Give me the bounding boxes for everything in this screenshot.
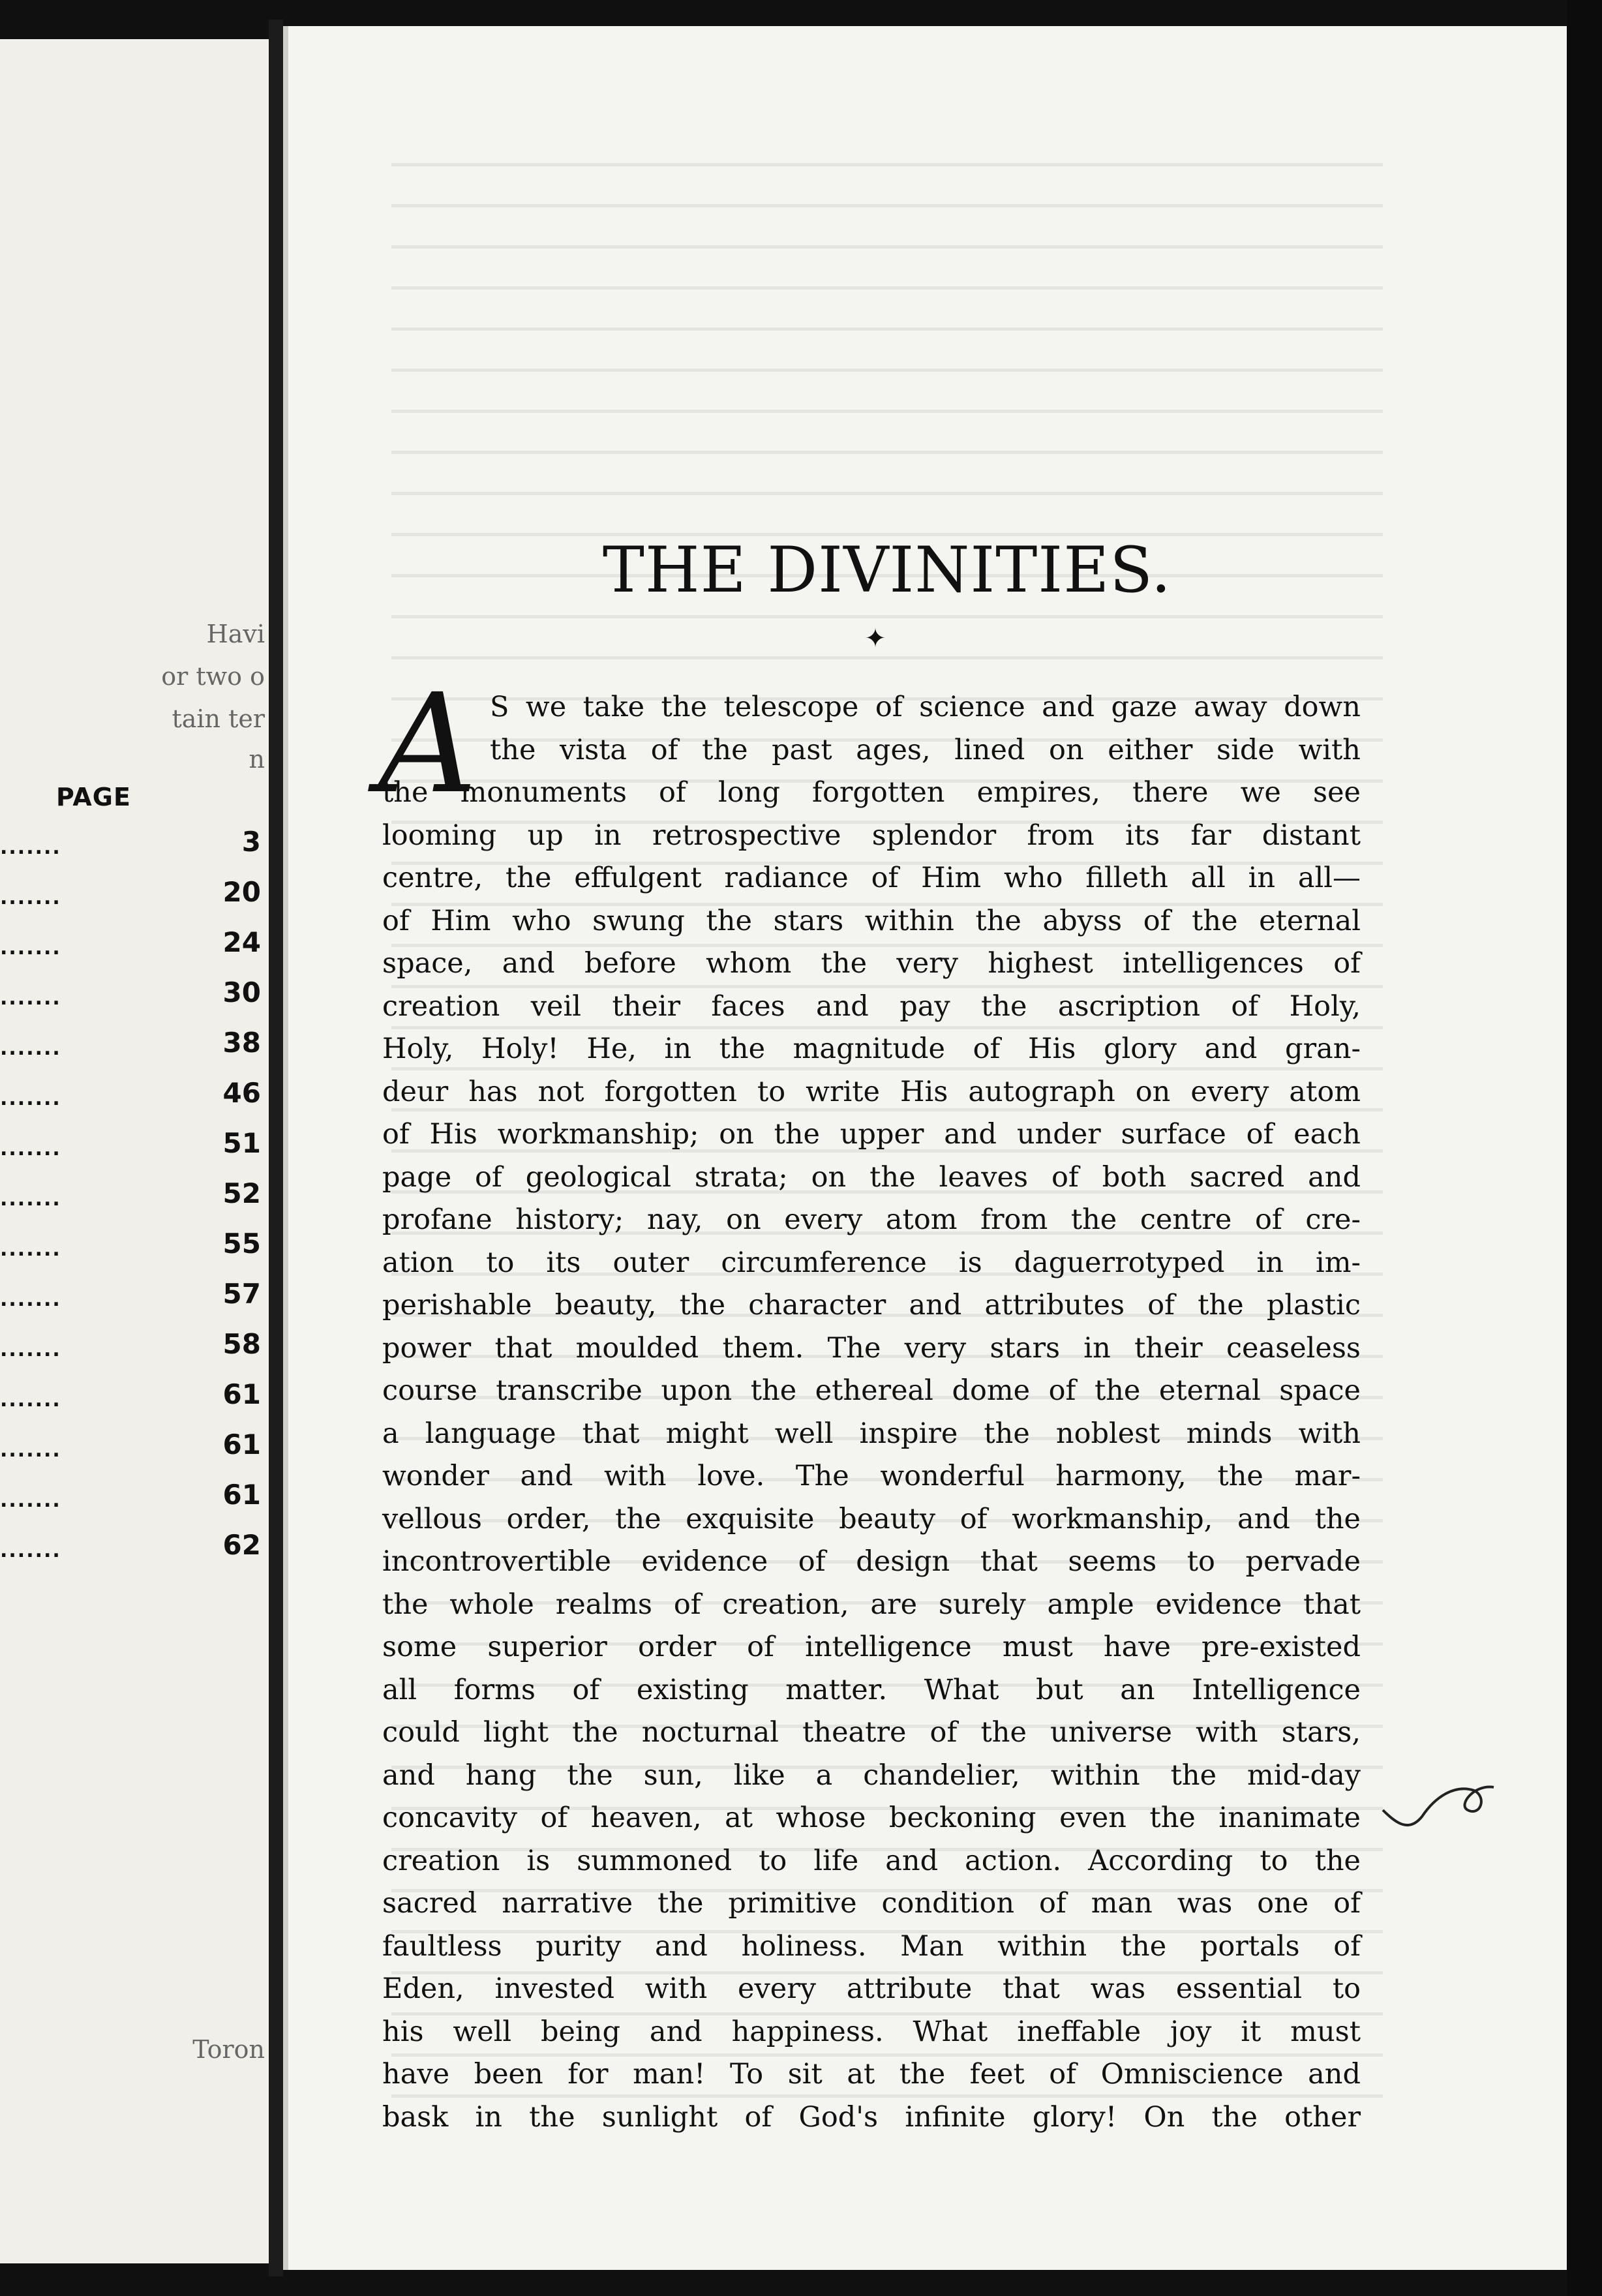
toc-page-number: 55 (222, 1228, 261, 1260)
text-line: the whole realms of creation, are surely ample evidence that (382, 1588, 1361, 1621)
toc-leader-dots: ....... (0, 1288, 61, 1311)
toc-leader-dots: ....... (0, 1489, 61, 1512)
text-line: deur has not forgotten to write His autograph on every atom (382, 1075, 1361, 1108)
text-line: and hang the sun, like a chandelier, within the mid-day (382, 1759, 1361, 1792)
toc-row (0, 1425, 264, 1464)
toc-leader-dots: ....... (0, 1539, 61, 1562)
text-line: vellous order, the exquisite beauty of workmanship, and the (382, 1502, 1361, 1535)
text-line: of Him who swung the stars within the abyss of the eternal (382, 904, 1361, 937)
chapter-body (382, 686, 1361, 2139)
text-line: sacred narrative the primitive condition of man was one of (382, 1887, 1361, 1920)
toc-row (0, 872, 264, 911)
text-line: space, and before whom the very highest intelligences of (382, 947, 1361, 980)
toc-leader-dots: ....... (0, 937, 61, 959)
text-line: faultless purity and holiness. Man within the portals of (382, 1929, 1361, 1963)
toc-row (0, 1475, 264, 1514)
toc-page-number: 61 (222, 1378, 261, 1410)
toc-row (0, 973, 264, 1012)
text-line: Holy, Holy! He, in the magnitude of His glory and gran- (382, 1033, 1361, 1065)
toc-page-number: 3 (241, 826, 261, 858)
toc-row (0, 1224, 264, 1263)
text-line: Eden, invested with every attribute that was essential to (382, 1972, 1361, 2005)
toc-row (0, 1374, 264, 1413)
toc-leader-dots: ....... (0, 1037, 61, 1060)
text-line: his well being and happiness. What ineffable joy it must (382, 2015, 1361, 2048)
toc-page-number: 61 (222, 1428, 261, 1460)
toc-leader-dots: ....... (0, 1338, 61, 1361)
toc-leader-dots: ....... (0, 886, 61, 909)
text-line: some superior order of intelligence must have pre-existed (382, 1631, 1361, 1663)
text-line: perishable beauty, the character and attributes of the plastic (382, 1289, 1361, 1322)
toc-row (0, 1324, 264, 1363)
toc-page-number: 61 (222, 1479, 261, 1511)
toc-row (0, 1123, 264, 1162)
toc-leader-dots: ....... (0, 1087, 61, 1110)
toc-page-number: 51 (222, 1127, 261, 1159)
toc-page-heading: PAGE (56, 783, 131, 811)
text-line: all forms of existing matter. What but an Intelligence (382, 1673, 1361, 1706)
text-line: could light the nocturnal theatre of the universe with stars, (382, 1716, 1361, 1749)
toc-leader-dots: ....... (0, 836, 61, 859)
text-line: power that moulded them. The very stars in their ceaseless (382, 1331, 1361, 1365)
toc-page-number: 46 (222, 1077, 261, 1109)
left-edge-fragment: or two o (161, 662, 265, 691)
text-line: creation veil their faces and pay the ascription of Holy, (382, 989, 1361, 1023)
toc-row (0, 1274, 264, 1313)
toc-page-number: 24 (222, 926, 261, 958)
left-edge-fragment: Toron (192, 2035, 265, 2064)
left-page (0, 39, 269, 2263)
text-line: incontrovertible evidence of design that seems to pervade (382, 1545, 1361, 1578)
chapter-title: THE DIVINITIES. (602, 534, 1172, 607)
left-edge-fragment: n (249, 745, 265, 774)
toc-page-number: 62 (222, 1529, 261, 1561)
toc-leader-dots: ....... (0, 1238, 61, 1261)
toc-page-number: 52 (222, 1177, 261, 1209)
text-line: page of geological strata; on the leaves of both sacred and (382, 1160, 1361, 1194)
toc-page-number: 38 (222, 1027, 261, 1059)
left-edge-fragment: Havi (206, 620, 265, 648)
ornament-icon: ✦ (864, 624, 886, 654)
handwritten-margin-mark (1376, 1771, 1500, 1843)
toc-leader-dots: ....... (0, 987, 61, 1010)
text-line: creation is summoned to life and action. According to the (382, 1844, 1361, 1877)
text-line: concavity of heaven, at whose beckoning even the inanimate (382, 1802, 1361, 1834)
spine-edge (283, 26, 288, 2270)
toc-page-number: 20 (222, 876, 261, 908)
toc-row (0, 1173, 264, 1213)
text-line: the vista of the past ages, lined on either side with (490, 733, 1361, 766)
toc-leader-dots: ....... (0, 1389, 61, 1412)
text-line: a language that might well inspire the noblest minds with (382, 1417, 1361, 1450)
toc-leader-dots: ....... (0, 1439, 61, 1462)
text-line: S we take the telescope of science and gaze away down (490, 691, 1361, 723)
scan-border (1567, 0, 1602, 2296)
toc-page-number: 58 (222, 1328, 261, 1360)
book-spine (269, 20, 283, 2276)
toc-row (0, 922, 264, 961)
toc-leader-dots: ....... (0, 1138, 61, 1160)
toc-page-number: 30 (222, 976, 261, 1008)
text-line: profane history; nay, on every atom from the centre of cre- (382, 1203, 1361, 1236)
drop-cap: A (378, 664, 477, 824)
text-line: the monuments of long forgotten empires, there we see (382, 776, 1361, 809)
text-line: course transcribe upon the ethereal dome of the eternal space (382, 1374, 1361, 1407)
text-line: wonder and with love. The wonderful harmony, the mar- (382, 1460, 1361, 1492)
toc-row (0, 822, 264, 861)
text-line: bask in the sunlight of God's infinite glory! On the other (382, 2100, 1361, 2134)
toc-page-number: 57 (222, 1278, 261, 1310)
toc-row (0, 1073, 264, 1112)
text-line: ation to its outer circumference is daguerrotyped in im- (382, 1246, 1361, 1279)
toc-row (0, 1023, 264, 1062)
toc-leader-dots: ....... (0, 1188, 61, 1211)
left-edge-fragment: tain ter (172, 704, 265, 733)
toc-row (0, 1525, 264, 1564)
text-line: of His workmanship; on the upper and under surface of each (382, 1118, 1361, 1151)
text-line: centre, the effulgent radiance of Him who filleth all in all— (382, 862, 1361, 894)
text-line: have been for man! To sit at the feet of Omniscience and (382, 2058, 1361, 2091)
text-line: looming up in retrospective splendor from its far distant (382, 819, 1361, 852)
